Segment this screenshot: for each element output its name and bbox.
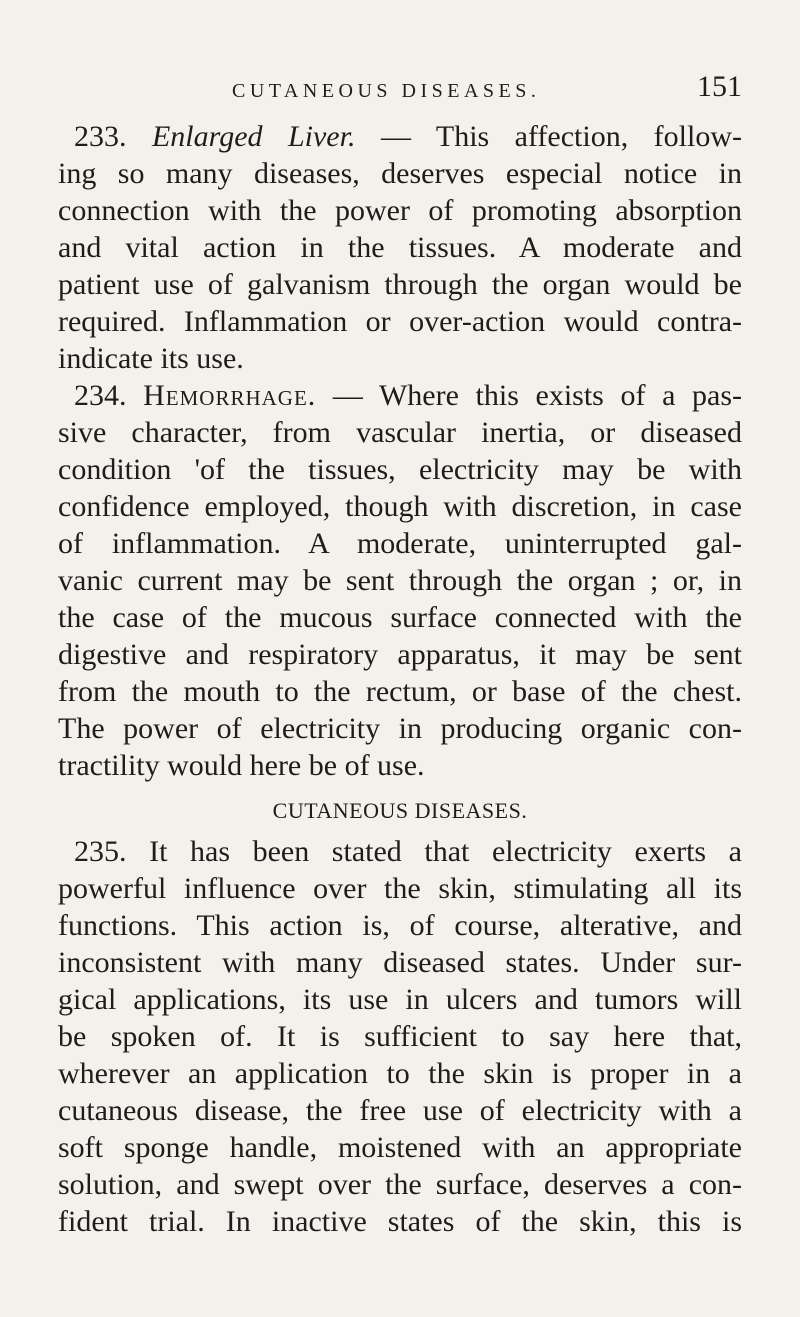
text-line: from the mouth to the rectum, or base of the chest. bbox=[58, 675, 742, 708]
text-line: sive character, from vascular inertia, or diseased bbox=[58, 416, 742, 449]
text-line: wherever an application to the skin is proper in a bbox=[58, 1057, 742, 1090]
text-line: cutaneous disease, the free use of electricity with a bbox=[58, 1094, 742, 1127]
text-line: The power of electricity in producing organic con- bbox=[58, 712, 742, 745]
text-line: vanic current may be sent through the organ ; or, in bbox=[58, 564, 742, 597]
text-line: required. Inflammation or over-action would contra- bbox=[58, 305, 742, 338]
section-heading: CUTANEOUS DISEASES. bbox=[272, 798, 528, 823]
text-line: gical applications, its use in ulcers and tumors will bbox=[58, 983, 742, 1016]
running-head bbox=[232, 70, 742, 110]
paragraph-first-line bbox=[58, 377, 742, 414]
text-line: the case of the mucous surface connected with the bbox=[58, 601, 742, 634]
text-line: powerful influence over the skin, stimulating all its bbox=[58, 872, 742, 905]
paragraph-title: Enlarged Liver. bbox=[151, 120, 356, 153]
paragraph-first-line: 235. It has been stated that electricity exerts a bbox=[74, 835, 742, 868]
paragraph-first-line bbox=[58, 118, 742, 155]
text-run: — This affection, follow- bbox=[355, 120, 742, 153]
text-run: 233. bbox=[74, 120, 152, 153]
text-line: functions. This action is, of course, alterative, and bbox=[58, 909, 742, 942]
running-title: CUTANEOUS DISEASES. bbox=[232, 80, 541, 102]
text-run: 234. bbox=[74, 379, 144, 412]
text-line: fident trial. In inactive states of the skin, this is bbox=[58, 1205, 742, 1238]
text-line: patient use of galvanism through the organ would be bbox=[58, 268, 742, 301]
text-line: of inflammation. A moderate, uninterrupted gal- bbox=[58, 527, 742, 560]
text-line: indicate its use. bbox=[58, 342, 244, 375]
text-line: inconsistent with many diseased states. Under sur- bbox=[58, 946, 742, 979]
text-line: connection with the power of promoting absorption bbox=[58, 194, 742, 227]
paragraph-title: Hemorrhage. bbox=[143, 379, 317, 412]
text-line: solution, and swept over the surface, deserves a con- bbox=[58, 1168, 742, 1201]
text-line: digestive and respiratory apparatus, it may be sent bbox=[58, 638, 742, 671]
text-line: and vital action in the tissues. A moderate and bbox=[58, 231, 742, 264]
text-line: ing so many diseases, deserves especial notice in bbox=[58, 157, 742, 190]
text-line: soft sponge handle, moistened with an appropriate bbox=[58, 1131, 742, 1164]
body-text bbox=[58, 118, 742, 1240]
text-line: tractility would here be of use. bbox=[58, 749, 425, 782]
text-run: — Where this exists of a pas- bbox=[316, 379, 742, 412]
text-line: be spoken of. It is sufficient to say here that, bbox=[58, 1020, 742, 1053]
page-number: 151 bbox=[697, 70, 742, 103]
text-line: condition 'of the tissues, electricity may be with bbox=[58, 453, 742, 486]
text-line: confidence employed, though with discretion, in case bbox=[58, 490, 742, 523]
